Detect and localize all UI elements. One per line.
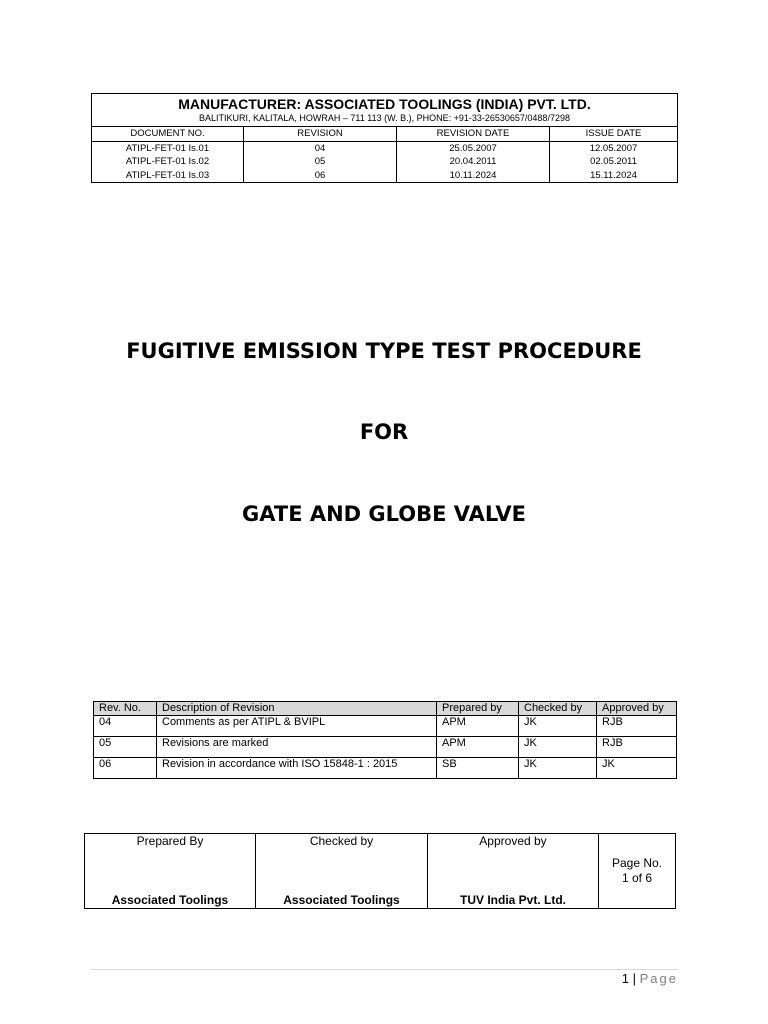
document-control-grid [92,127,677,182]
document-title-line-2: FOR [359,420,409,444]
footer-separator: | [632,971,636,986]
description-cell: Revision in accordance with ISO 15848-1 : 2015 [157,758,437,779]
col-header-revision-date: REVISION DATE [397,127,550,142]
rev-no-cell: 04 [94,716,157,737]
revision-date-cell: 10.11.2024 [397,169,550,183]
page-number-block [599,834,675,908]
checked-by-org: Associated Toolings [283,893,400,907]
approved-by-cell: RJB [597,716,677,737]
prepared-by-block [85,834,256,908]
checked-by-label: Checked by [309,834,374,848]
approved-by-label: Approved by [479,834,547,848]
table-row [94,758,677,779]
checked-by-cell: JK [519,716,597,737]
rev-no-cell: 05 [94,737,157,758]
prepared-by-cell: APM [437,716,519,737]
approved-by-block [428,834,599,908]
checked-by-block [256,834,428,908]
document-no-cell: ATIPL-FET-01 Is.02 [92,155,244,169]
approved-by-cell: RJB [597,737,677,758]
document-title-line-1: FUGITIVE EMISSION TYPE TEST PROCEDURE [126,339,642,363]
col-header-issue-date: ISSUE DATE [550,127,677,142]
description-cell: Comments as per ATIPL & BVIPL [157,716,437,737]
document-title-line-3: GATE AND GLOBE VALVE [242,502,526,526]
prepared-by-cell: APM [437,737,519,758]
description-cell: Revisions are marked [157,737,437,758]
revision-cell: 05 [244,155,397,169]
col-header-approved-by: Approved by [597,702,677,716]
manufacturer-address: BALITIKURI, KALITALA, HOWRAH – 711 113 (W. B.), PHONE: +91-33-26530657/0488/7298 [92,113,677,127]
manufacturer-header-table [91,93,678,183]
page-no-label: Page No. [611,856,663,870]
signature-table [84,833,676,909]
prepared-by-org: Associated Toolings [111,893,229,907]
revision-cell: 04 [244,142,397,156]
approved-by-cell: JK [597,758,677,779]
revision-date-cell: 20.04.2011 [397,155,550,169]
revision-history-table [93,701,677,779]
table-row [94,737,677,758]
issue-date-cell: 15.11.2024 [590,169,637,181]
footer-page-number: 1 [621,971,629,986]
issue-date-cell: 02.05.2011 [590,156,637,167]
revision-cell: 06 [244,169,397,183]
prepared-by-cell: SB [437,758,519,779]
issue-date-cell: 12.05.2007 [589,142,638,154]
checked-by-cell: JK [519,758,597,779]
col-header-revision: REVISION [244,127,397,142]
col-header-rev-no: Rev. No. [94,702,157,716]
manufacturer-title: MANUFACTURER: ASSOCIATED TOOLINGS (INDIA) PVT. LTD. [178,96,591,112]
table-row [94,716,677,737]
page-no-value: 1 of 6 [621,871,653,885]
col-header-prepared-by: Prepared by [437,702,519,716]
rev-no-cell: 06 [94,758,157,779]
prepared-by-label: Prepared By [136,834,204,848]
page-footer [622,971,678,986]
checked-by-cell: JK [519,737,597,758]
table-header-row [94,702,677,716]
revision-date-cell: 25.05.2007 [397,142,550,156]
col-header-description: Description of Revision [157,702,437,716]
col-header-document-no: DOCUMENT NO. [92,127,244,142]
footer-page-word: Page [639,971,678,986]
footer-divider [91,969,678,970]
approved-by-org: TUV India Pvt. Ltd. [459,893,566,907]
col-header-checked-by: Checked by [519,702,597,716]
document-no-cell: ATIPL-FET-01 Is.03 [92,169,244,183]
document-no-cell: ATIPL-FET-01 Is.01 [92,142,244,156]
